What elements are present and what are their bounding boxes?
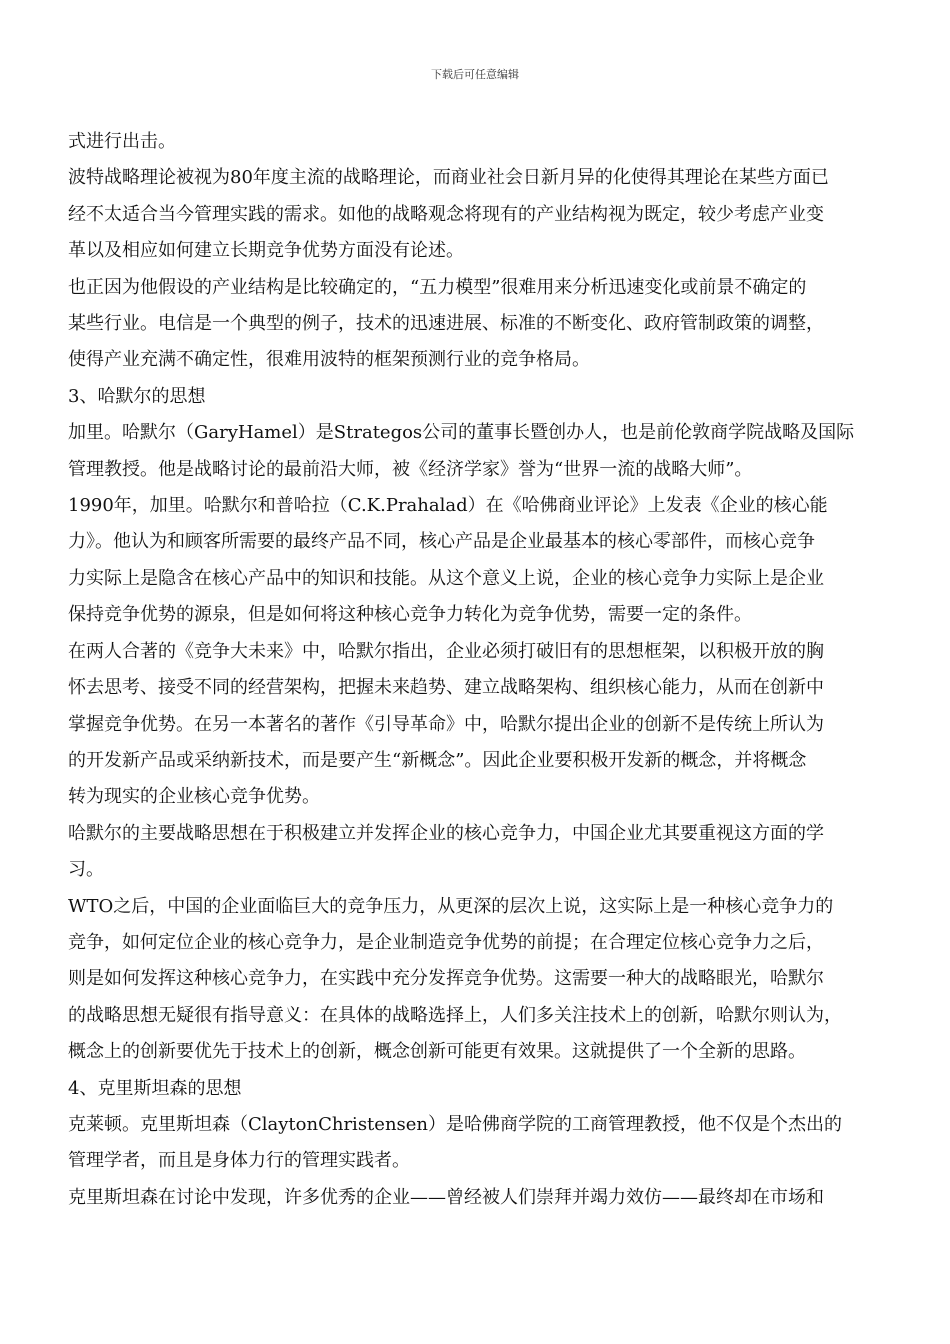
- text-line: 4、克里斯坦森的思想: [68, 1077, 242, 1099]
- text-line: 革以及相应如何建立长期竞争优势方面没有论述。: [68, 240, 464, 262]
- paragraph: [68, 1107, 880, 1180]
- text-line: 1990年，加里。哈默尔和普哈拉（C.K.Prahalad）在《哈佛商业评论》上发表《企业的核心能: [68, 495, 828, 517]
- text-line: 则是如何发挥这种核心竞争力，在实践中充分发挥竞争优势。这需要一种大的战略眼光，哈默尔: [68, 968, 824, 990]
- text-line: 转为现实的企业核心竞争优势。: [68, 786, 320, 808]
- text-line: 习。: [68, 859, 104, 881]
- text-line: 怀去思考、接受不同的经营架构，把握未来趋势、建立战略架构、组织核心能力，从而在创新中: [68, 677, 824, 699]
- text-line: 掌握竞争优势。在另一本著名的著作《引导革命》中，哈默尔提出企业的创新不是传统上所认为: [68, 713, 824, 735]
- text-line: 的开发新产品或采纳新技术，而是要产生“新概念”。因此企业要积极开发新的概念，并将概念: [68, 749, 807, 771]
- text-line: 力》。他认为和顾客所需要的最终产品不同，核心产品是企业最基本的核心零部件，而核心竞争: [68, 531, 815, 553]
- text-line: 保持竞争优势的源泉，但是如何将这种核心竞争力转化为竞争优势，需要一定的条件。: [68, 604, 752, 626]
- text-line: 也正因为他假设的产业结构是比较确定的，“五力模型”很难用来分析迅速变化或前景不确定的: [68, 276, 807, 298]
- paragraph: [68, 270, 880, 379]
- paragraph: [68, 889, 880, 1071]
- paragraph: [68, 488, 880, 634]
- text-line: 加里。哈默尔（GaryHamel）是Strategos公司的董事长暨创办人，也是前伦敦商学院战略及国际: [68, 422, 855, 444]
- text-line: 管理教授。他是战略讨论的最前沿大师，被《经济学家》誉为“世界一流的战略大师”。: [68, 458, 753, 480]
- text-line: 的战略思想无疑很有指导意义：在具体的战略选择上，人们多关注技术上的创新，哈默尔则认为，: [68, 1004, 842, 1026]
- text-line: 式进行出击。: [68, 131, 176, 152]
- text-line: 概念上的创新要优先于技术上的创新，概念创新可能更有效果。这就提供了一个全新的思路。: [68, 1041, 806, 1063]
- text-line: 管理学者，而且是身体力行的管理实践者。: [68, 1150, 410, 1172]
- page-header: 下载后可任意编辑: [431, 68, 519, 81]
- paragraph: [68, 816, 880, 889]
- text-line: 克莱顿。克里斯坦森（ClaytonChristensen）是哈佛商学院的工商管理教授，他不仅是个杰出的: [68, 1113, 843, 1135]
- text-line: 3、哈默尔的思想: [68, 385, 206, 407]
- paragraph: [68, 1180, 880, 1216]
- paragraph: [68, 634, 880, 816]
- text-line: 竞争，如何定位企业的核心竞争力，是企业制造竞争优势的前提；在合理定位核心竞争力之后，: [68, 931, 824, 953]
- paragraph: [68, 160, 880, 269]
- text-line: 力实际上是隐含在核心产品中的知识和技能。从这个意义上说，企业的核心竞争力实际上是企业: [68, 567, 824, 589]
- text-line: 克里斯坦森在讨论中发现，许多优秀的企业——曾经被人们崇拜并竭力效仿——最终却在市场和: [68, 1186, 824, 1208]
- document-body: [68, 124, 880, 1216]
- paragraph: [68, 415, 880, 488]
- section-heading: [68, 1071, 880, 1107]
- text-line: 使得产业充满不确定性，很难用波特的框架预测行业的竞争格局。: [68, 349, 590, 371]
- text-line: 哈默尔的主要战略思想在于积极建立并发挥企业的核心竞争力，中国企业尤其要重视这方面的学: [68, 822, 824, 844]
- section-heading: [68, 379, 880, 415]
- text-line: WTO之后，中国的企业面临巨大的竞争压力，从更深的层次上说，这实际上是一种核心竞争力的: [68, 895, 834, 917]
- text-line: 在两人合著的《竞争大未来》中，哈默尔指出，企业必须打破旧有的思想框架，以积极开放的胸: [68, 640, 824, 662]
- paragraph: [68, 124, 880, 160]
- text-line: 波特战略理论被视为80年度主流的战略理论，而商业社会日新月异的化使得其理论在某些方面已: [68, 167, 829, 189]
- text-line: 某些行业。电信是一个典型的例子，技术的迅速进展、标准的不断变化、政府管制政策的调整，: [68, 313, 824, 335]
- text-line: 经不太适合当今管理实践的需求。如他的战略观念将现有的产业结构视为既定，较少考虑产业变: [68, 203, 824, 225]
